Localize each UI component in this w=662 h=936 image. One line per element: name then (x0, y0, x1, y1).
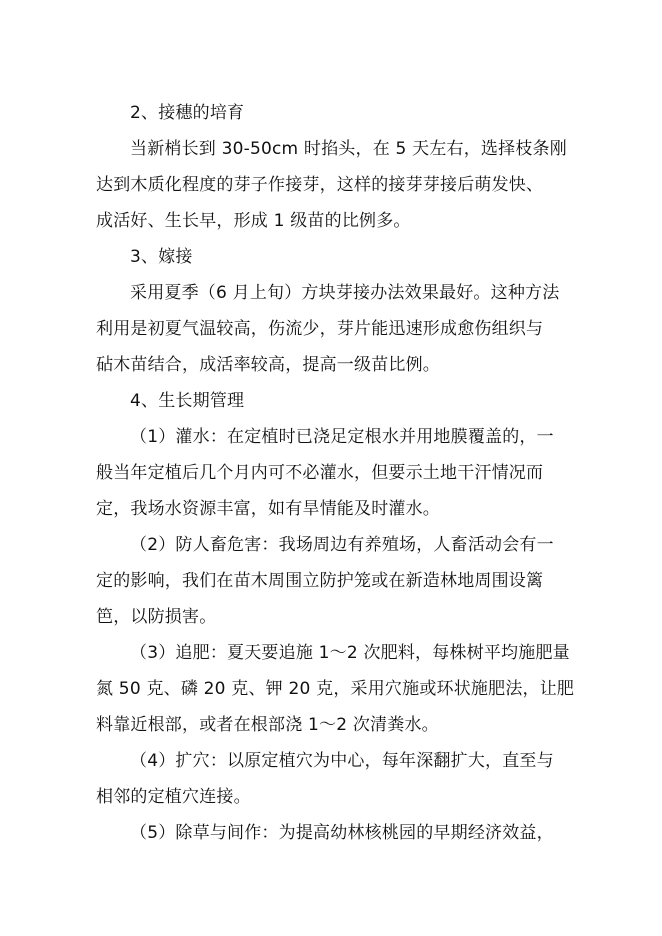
paragraph-line: 定的影响，我们在苗木周围立防护笼或在新造林地周围设篱 (96, 571, 544, 591)
paragraph-line: （4）扩穴：以原定植穴为中心，每年深翻扩大，直至与 (130, 751, 554, 771)
paragraph-line: 当新梢长到 30-50cm 时掐头，在 5 天左右，选择枝条刚 (130, 139, 567, 159)
paragraph-line: 采用夏季（6 月上旬）方块芽接办法效果最好。这种方法 (130, 283, 560, 303)
paragraph-line: 般当年定植后几个月内可不必灌水，但要示土地干汗情况而 (96, 463, 544, 483)
paragraph-line: 料靠近根部，或者在根部浇 1～2 次清粪水。 (96, 715, 439, 735)
paragraph-line: 定，我场水资源丰富，如有旱情能及时灌水。 (96, 499, 440, 519)
paragraph-line: 达到木质化程度的芽子作接芽，这样的接芽芽接后萌发快、 (96, 175, 544, 195)
paragraph-line: 相邻的定植穴连接。 (96, 787, 251, 807)
paragraph-line: （3）追肥：夏天要追施 1～2 次肥料，每株树平均施肥量 (130, 643, 570, 663)
paragraph-line: （2）防人畜危害：我场周边有养殖场，人畜活动会有一 (130, 535, 554, 555)
paragraph-line: 砧木苗结合，成活率较高，提高一级苗比例。 (96, 355, 440, 375)
section-heading-grafting: 3、嫁接 (130, 247, 193, 267)
paragraph-line: 成活好、生长早，形成 1 级苗的比例多。 (96, 211, 411, 231)
paragraph-line: （5）除草与间作：为提高幼林核桃园的早期经济效益， (130, 823, 554, 843)
section-heading-growth-management: 4、生长期管理 (130, 391, 245, 411)
paragraph-line: 氮 50 克、磷 20 克、钾 20 克，采用穴施或环状施肥法，让肥 (96, 679, 575, 699)
section-heading-scion-cultivation: 2、接穗的培育 (130, 103, 245, 123)
paragraph-line: 利用是初夏气温较高，伤流少，芽片能迅速形成愈伤组织与 (96, 319, 544, 339)
paragraph-line: 笆，以防损害。 (96, 607, 217, 627)
paragraph-line: （1）灌水：在定植时已浇足定根水并用地膜覆盖的，一 (130, 427, 554, 447)
